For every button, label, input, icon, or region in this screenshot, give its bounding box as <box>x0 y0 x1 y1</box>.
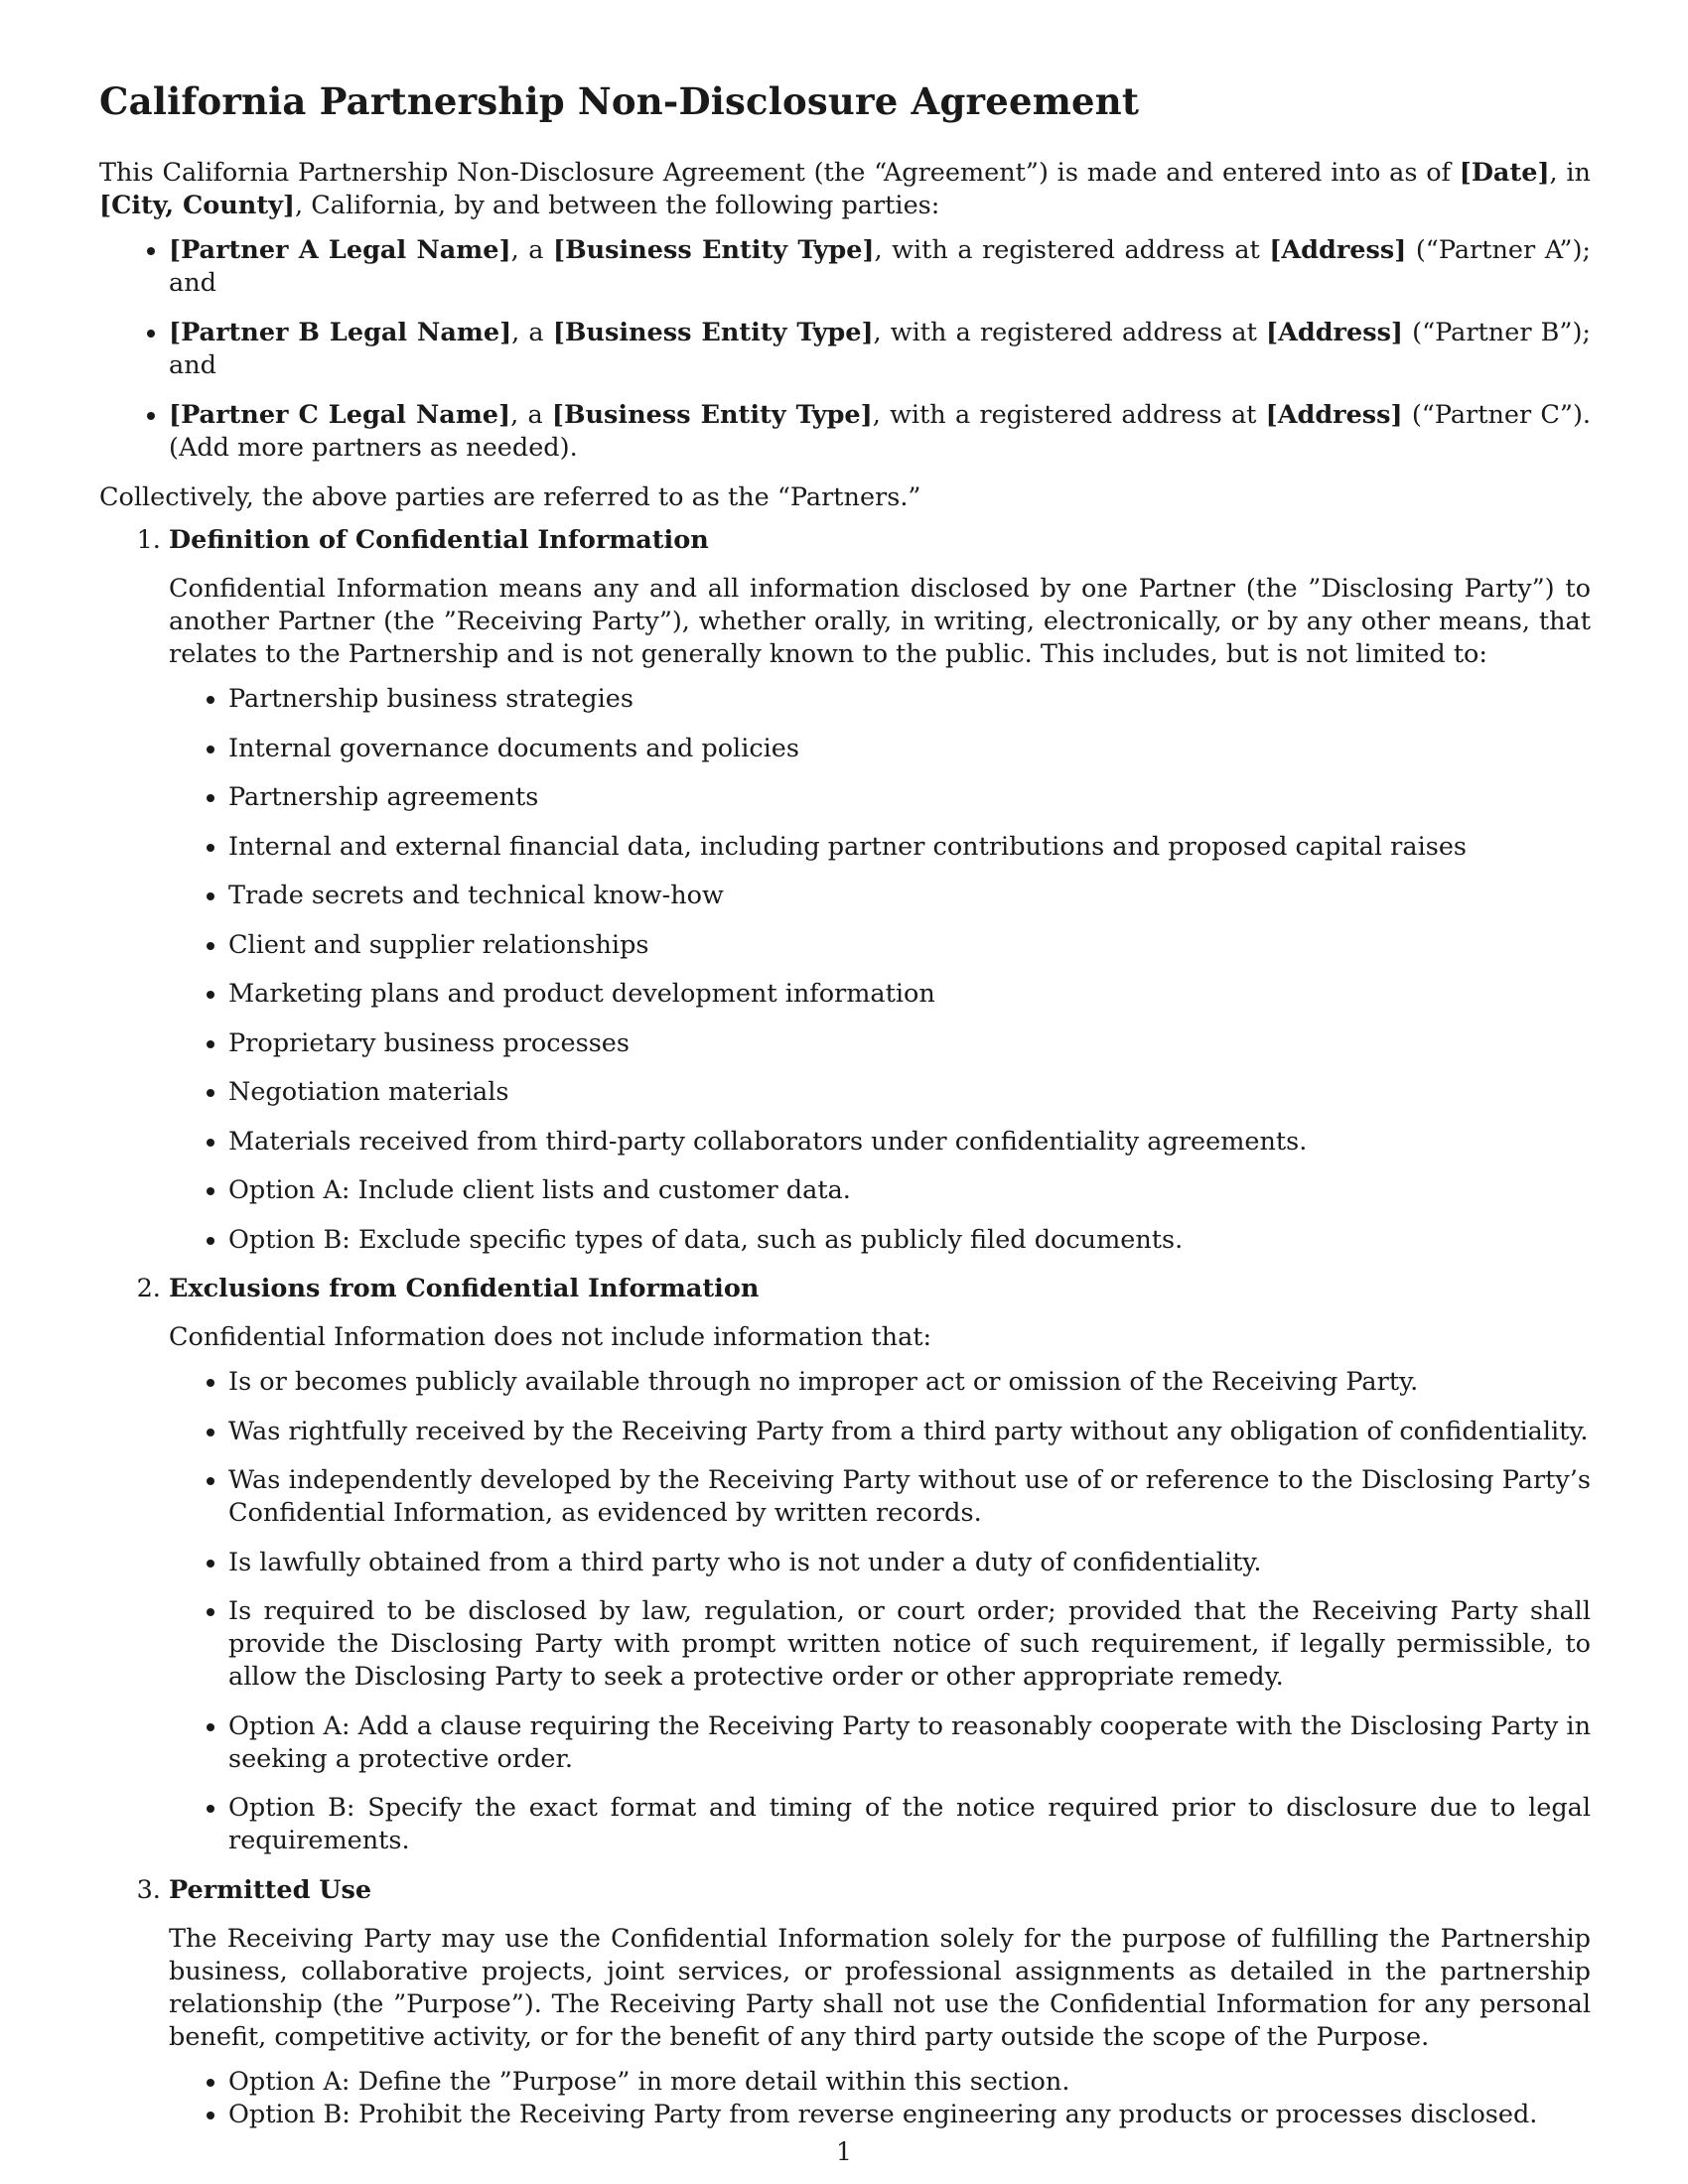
partner-name-placeholder: [Partner A Legal Name] <box>169 235 511 266</box>
party-item <box>169 317 1591 382</box>
address-placeholder: [Address] <box>1266 318 1403 348</box>
date-placeholder: [Date] <box>1459 158 1550 189</box>
list-item: • Option B: Prohibit the Receiving Party from reverse engineering any products or processes disclosed. <box>228 2099 1591 2131</box>
section-body: The Receiving Party may use the Confidential Information solely for the purpose of fulfilling the Partnership business, collaborative projects, joint services, or professional assignments as detailed in the partnership relationship (the ”Purpose”). The Receiving Party shall not use the Confidential Information for any personal benefit, competitive activity, or for the benefit of any third party outside the scope of the Purpose. <box>169 1923 1591 2052</box>
page-number: 1 <box>836 2137 852 2166</box>
section-item <box>169 1273 1591 1857</box>
document-title: California Partnership Non-Disclosure Agreement <box>99 79 1140 123</box>
sections-list <box>99 524 1591 2131</box>
section-title: 3. Permitted Use <box>169 1874 372 1905</box>
party-text: , a <box>511 318 553 348</box>
section-body: Confidential Information means any and all information disclosed by one Partner (the ”Disclosing Party”) to another Partner (the ”Receiving Party”), whether orally, in writing, electronically, or by any other means, that relates to the Partnership and is not generally known to the public. This includes, but is not limited to: <box>169 574 1591 670</box>
list-item: • Was rightfully received by the Receiving Party from a third party without any obligation of confidentiality. <box>228 1416 1591 1448</box>
party-text: , with a registered address at <box>872 400 1266 431</box>
section-items <box>169 683 1591 1257</box>
list-item: • Proprietary business processes <box>228 1027 1591 1060</box>
partner-name-placeholder: [Partner B Legal Name] <box>169 318 512 348</box>
section-item <box>169 1874 1591 2131</box>
party-item <box>169 234 1591 300</box>
address-placeholder: [Address] <box>1265 400 1403 431</box>
intro-text: This California Partnership Non-Disclosure Agreement (the “Agreement”) is made and entered into as of <box>99 158 1460 189</box>
party-text: , a <box>510 235 553 266</box>
list-item: • Is lawfully obtained from a third party who is not under a duty of confidentiality. <box>228 1547 1591 1579</box>
list-item: • Client and supplier relationships <box>228 929 1591 962</box>
intro-paragraph <box>99 157 1591 222</box>
party-item <box>169 399 1591 465</box>
party-text: , a <box>510 400 552 431</box>
list-item: • Option A: Define the ”Purpose” in more detail within this section. <box>228 2066 1591 2099</box>
list-item: • Option A: Include client lists and customer data. <box>228 1174 1591 1207</box>
parties-list <box>99 234 1591 465</box>
list-item: • Negotiation materials <box>228 1076 1591 1109</box>
list-item: • Was independently developed by the Receiving Party without use of or reference to the Disclosing Party’s Confidential Information, as evidenced by written records. <box>228 1464 1591 1530</box>
section-items <box>169 2066 1591 2131</box>
section-body: Confidential Information does not include information that: <box>169 1322 932 1353</box>
list-item: • Trade secrets and technical know-how <box>228 880 1591 912</box>
section-title: 2. Exclusions from Confidential Information <box>169 1274 760 1304</box>
section-item <box>169 524 1591 1257</box>
list-item: • Is required to be disclosed by law, regulation, or court order; provided that the Receiving Party shall provide the Disclosing Party with prompt written notice of such requirement, if legally permissible, to allow the Disclosing Party to seek a protective order or other appropriate remedy. <box>228 1595 1591 1694</box>
section-title: 1. Definition of Confidential Information <box>169 525 709 556</box>
party-text: (“Partner A”); and <box>169 235 1591 299</box>
address-placeholder: [Address] <box>1269 235 1407 266</box>
list-item: • Partnership agreements <box>228 781 1591 814</box>
collective-statement: Collectively, the above parties are referred to as the “Partners.” <box>99 482 921 513</box>
list-item: • Materials received from third-party collaborators under confidentiality agreements. <box>228 1126 1591 1159</box>
list-item: • Internal and external financial data, including partner contributions and proposed capital raises <box>228 831 1591 864</box>
section-items <box>169 1366 1591 1857</box>
intro-text: , in <box>1549 158 1591 189</box>
partner-name-placeholder: [Partner C Legal Name] <box>169 400 511 431</box>
entity-type-placeholder: [Business Entity Type] <box>551 400 873 431</box>
list-item: • Option B: Specify the exact format and timing of the notice required prior to disclosure due to legal requirements. <box>228 1792 1591 1857</box>
party-text: , with a registered address at <box>874 235 1270 266</box>
list-item: • Partnership business strategies <box>228 683 1591 716</box>
party-text: (“Partner B”); and <box>169 318 1591 381</box>
party-text: (“Partner C”). (Add more partners as needed). <box>169 400 1592 464</box>
party-text: , with a registered address at <box>873 318 1267 348</box>
document-page <box>99 79 1591 2137</box>
entity-type-placeholder: [Business Entity Type] <box>552 318 874 348</box>
list-item: • Option A: Add a clause requiring the Receiving Party to reasonably cooperate with the Disclosing Party in seeking a protective order. <box>228 1710 1591 1776</box>
list-item: • Is or becomes publicly available through no improper act or omission of the Receiving Party. <box>228 1366 1591 1399</box>
list-item: • Option B: Exclude specific types of data, such as publicly filed documents. <box>228 1224 1591 1257</box>
entity-type-placeholder: [Business Entity Type] <box>553 235 875 266</box>
list-item: • Internal governance documents and policies <box>228 733 1591 765</box>
city-county-placeholder: [City, County] <box>99 191 296 221</box>
list-item: • Marketing plans and product development information <box>228 978 1591 1011</box>
intro-text: , California, by and between the following parties: <box>295 191 940 221</box>
